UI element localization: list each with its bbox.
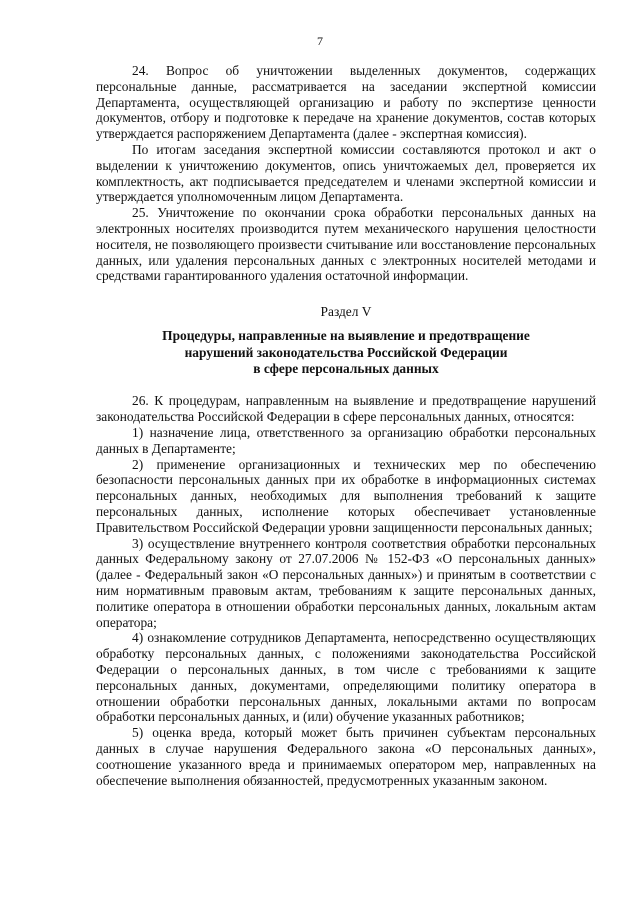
- paragraph-25: 25. Уничтожение по окончании срока обработки персональных данных на электронных носителях производится путем механического нарушения целостности носителя, не позволяющего произвести считывание или восстановление персональных данных, или удаления персональных данных с электронных носителей методами и средствами гарантированного удаления остаточной информации.: [96, 205, 596, 284]
- section-title-line: Процедуры, направленные на выявление и предотвращение: [162, 328, 530, 344]
- section-label: Раздел V: [320, 304, 372, 320]
- list-item-3: 3) осуществление внутреннего контроля соответствия обработки персональных данных Федеральному закону от 27.07.2006 № 152-ФЗ «О персональных данных» (далее - Федеральный закон «О персональных данных») и принятым в соответствии с ним нормативным правовым актам, требованиям к защите персональных данных, политике оператора в отношении обработки персональных данных, локальным актам оператора;: [96, 535, 596, 630]
- paragraph-commission-results: По итогам заседания экспертной комиссии составляются протокол и акт о выделении к уничтожению документов, опись уничтожаемых дел, проверяется их комплектность, акт подписывается председателем и членами экспертной комиссии и утверждается уполномоченным лицом Департамента.: [96, 141, 596, 205]
- section-title-line: в сфере персональных данных: [253, 360, 439, 376]
- document-body: [96, 63, 596, 788]
- section-title: [96, 328, 596, 377]
- section-title-line: нарушений законодательства Российской Федерации: [184, 344, 508, 360]
- list-item-5: 5) оценка вреда, который может быть причинен субъектам персональных данных в случае нарушения Федерального закона «О персональных данных», соотношение указанного вреда и принимаемых оператором мер, направленных на обеспечение выполнения обязанностей, предусмотренных указанным законом.: [96, 725, 596, 788]
- list-item-2: 2) применение организационных и технических мер по обеспечению безопасности персональных данных при их обработке в информационных системах персональных данных, необходимых для выполнения требований к защите персональных данных, исполнение которых обеспечивает установленные Правительством Российской Федерации уровни защищенности персональных данных;: [96, 456, 596, 535]
- page-number: 7: [317, 34, 323, 48]
- section-heading: [96, 304, 596, 377]
- list-item-4: 4) ознакомление сотрудников Департамента, непосредственно осуществляющих обработку персональных данных, с положениями законодательства Российской Федерации о персональных данных, в том числе с требованиями к защите персональных данных, документами, определяющими политику оператора в отношении обработки персональных данных, локальными актами по вопросам обработки персональных данных, и (или) обучение указанных работников;: [96, 630, 596, 725]
- paragraph-26: 26. К процедурам, направленным на выявление и предотвращение нарушений законодательства Российской Федерации в сфере персональных данных, относятся:: [96, 393, 596, 425]
- list-item-1: 1) назначение лица, ответственного за организацию обработки персональных данных в Департаменте;: [96, 424, 596, 456]
- paragraph-24: 24. Вопрос об уничтожении выделенных документов, содержащих персональные данные, рассматривается на заседании экспертной комиссии Департамента, осуществляющей организацию и работу по экспертизе ценности документов, отбору и подготовке к передаче на хранение документов, состав которых утверждается распоряжением Департамента (далее - экспертная комиссия).: [96, 63, 596, 142]
